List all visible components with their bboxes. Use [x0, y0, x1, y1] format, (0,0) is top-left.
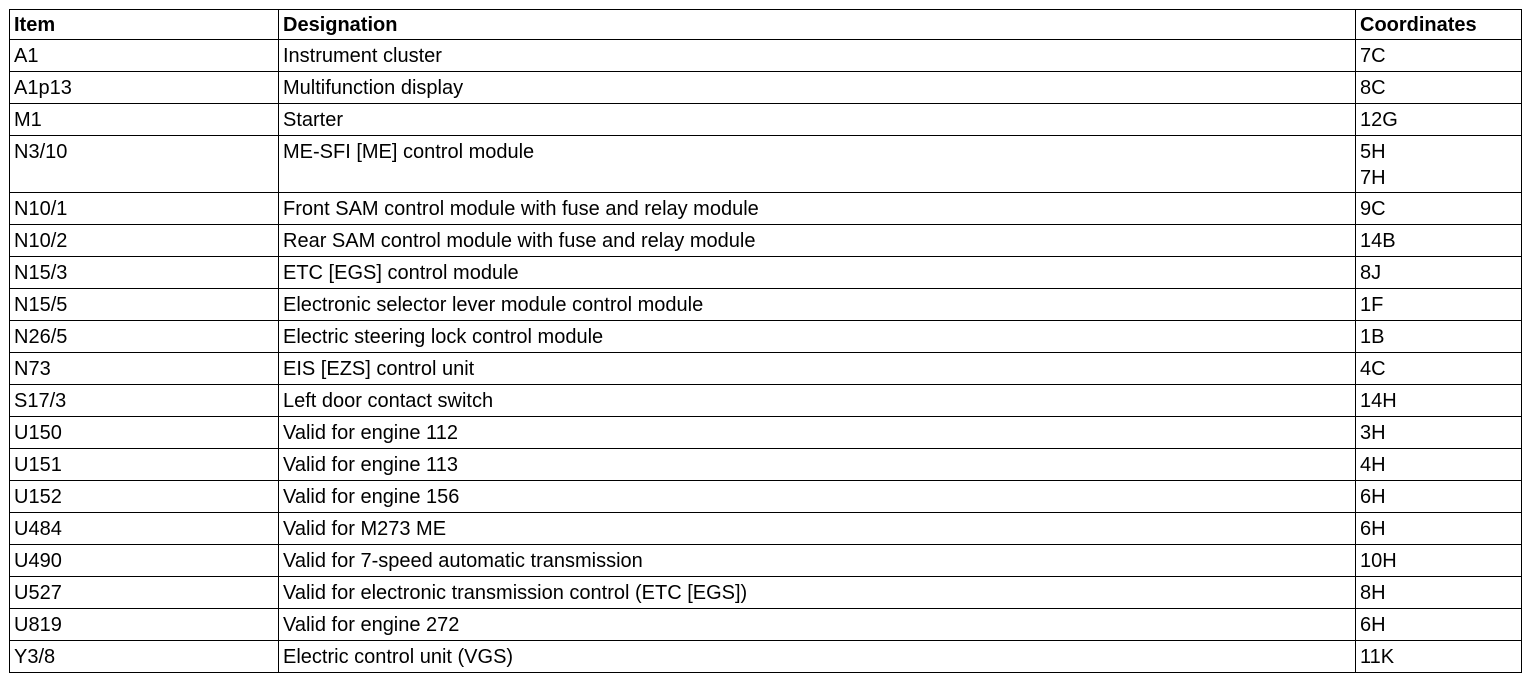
table-row	[10, 513, 1522, 545]
cell-item: N73	[10, 353, 279, 385]
table-row	[10, 385, 1522, 417]
cell-designation: Front SAM control module with fuse and relay module	[279, 193, 1356, 225]
cell-designation: Valid for engine 272	[279, 609, 1356, 641]
cell-item: M1	[10, 104, 279, 136]
coordinate-value: 5H	[1360, 141, 1386, 163]
cell-designation: Valid for engine 156	[279, 481, 1356, 513]
table-row	[10, 136, 1522, 193]
cell-item: U152	[10, 481, 279, 513]
cell-item: A1p13	[10, 72, 279, 104]
cell-designation: ME-SFI [ME] control module	[279, 136, 1356, 193]
table-row	[10, 545, 1522, 577]
cell-designation: Instrument cluster	[279, 40, 1356, 72]
coordinate-value: 8C	[1360, 77, 1386, 99]
cell-coordinates	[1356, 609, 1522, 641]
coordinate-value: 4C	[1360, 358, 1386, 380]
coordinate-value: 4H	[1360, 454, 1386, 476]
table-row	[10, 257, 1522, 289]
cell-designation: ETC [EGS] control module	[279, 257, 1356, 289]
table-row	[10, 104, 1522, 136]
cell-item: U150	[10, 417, 279, 449]
cell-designation: Valid for 7-speed automatic transmission	[279, 545, 1356, 577]
cell-coordinates	[1356, 289, 1522, 321]
cell-item: S17/3	[10, 385, 279, 417]
cell-designation: EIS [EZS] control unit	[279, 353, 1356, 385]
table-row	[10, 577, 1522, 609]
coordinate-value: 7H	[1360, 167, 1386, 189]
coordinate-value: 6H	[1360, 614, 1386, 636]
coordinate-value: 8J	[1360, 262, 1382, 284]
cell-designation: Valid for electronic transmission control (ETC [EGS])	[279, 577, 1356, 609]
cell-item: N15/3	[10, 257, 279, 289]
table-body	[10, 40, 1522, 673]
cell-coordinates	[1356, 641, 1522, 673]
coordinate-value: 14H	[1360, 390, 1397, 412]
table-row	[10, 321, 1522, 353]
header-designation: Designation	[279, 10, 1356, 40]
component-legend-table	[9, 9, 1522, 673]
table-row	[10, 289, 1522, 321]
cell-designation: Electric steering lock control module	[279, 321, 1356, 353]
cell-item: N15/5	[10, 289, 279, 321]
table-row	[10, 481, 1522, 513]
cell-item: U819	[10, 609, 279, 641]
coordinate-value: 14B	[1360, 230, 1396, 252]
coordinate-value: 10H	[1360, 550, 1397, 572]
coordinate-value: 6H	[1360, 518, 1386, 540]
cell-coordinates	[1356, 257, 1522, 289]
coordinate-value: 3H	[1360, 422, 1386, 444]
cell-coordinates	[1356, 481, 1522, 513]
coordinate-value: 9C	[1360, 198, 1386, 220]
cell-designation: Rear SAM control module with fuse and relay module	[279, 225, 1356, 257]
cell-coordinates	[1356, 104, 1522, 136]
cell-item: U527	[10, 577, 279, 609]
coordinate-value: 6H	[1360, 486, 1386, 508]
cell-coordinates	[1356, 417, 1522, 449]
cell-designation: Multifunction display	[279, 72, 1356, 104]
cell-item: N3/10	[10, 136, 279, 193]
cell-item: N10/1	[10, 193, 279, 225]
table-row	[10, 417, 1522, 449]
table-row	[10, 225, 1522, 257]
coordinate-value: 7C	[1360, 45, 1386, 67]
cell-designation: Electronic selector lever module control module	[279, 289, 1356, 321]
cell-item: N10/2	[10, 225, 279, 257]
cell-coordinates	[1356, 513, 1522, 545]
cell-coordinates	[1356, 136, 1522, 193]
table-row	[10, 193, 1522, 225]
coordinate-value: 1F	[1360, 294, 1384, 316]
table-header-row	[10, 10, 1522, 40]
coordinate-value: 11K	[1360, 646, 1395, 668]
cell-coordinates	[1356, 385, 1522, 417]
cell-coordinates	[1356, 193, 1522, 225]
coordinate-value: 12G	[1360, 109, 1398, 131]
cell-item: U151	[10, 449, 279, 481]
table-row	[10, 353, 1522, 385]
cell-item: U484	[10, 513, 279, 545]
cell-item: U490	[10, 545, 279, 577]
coordinate-value: 1B	[1360, 326, 1385, 348]
cell-designation: Valid for M273 ME	[279, 513, 1356, 545]
cell-coordinates	[1356, 40, 1522, 72]
cell-designation: Left door contact switch	[279, 385, 1356, 417]
cell-coordinates	[1356, 577, 1522, 609]
table-row	[10, 40, 1522, 72]
cell-designation: Valid for engine 113	[279, 449, 1356, 481]
cell-coordinates	[1356, 353, 1522, 385]
header-coordinates: Coordinates	[1356, 10, 1522, 40]
cell-designation: Starter	[279, 104, 1356, 136]
coordinate-value: 8H	[1360, 582, 1386, 604]
cell-item: N26/5	[10, 321, 279, 353]
cell-coordinates	[1356, 72, 1522, 104]
cell-coordinates	[1356, 545, 1522, 577]
table-row	[10, 609, 1522, 641]
table-row	[10, 449, 1522, 481]
cell-item: Y3/8	[10, 641, 279, 673]
header-item: Item	[10, 10, 279, 40]
table-row	[10, 641, 1522, 673]
cell-designation: Valid for engine 112	[279, 417, 1356, 449]
cell-coordinates	[1356, 321, 1522, 353]
cell-designation: Electric control unit (VGS)	[279, 641, 1356, 673]
cell-item: A1	[10, 40, 279, 72]
table-row	[10, 72, 1522, 104]
cell-coordinates	[1356, 449, 1522, 481]
cell-coordinates	[1356, 225, 1522, 257]
